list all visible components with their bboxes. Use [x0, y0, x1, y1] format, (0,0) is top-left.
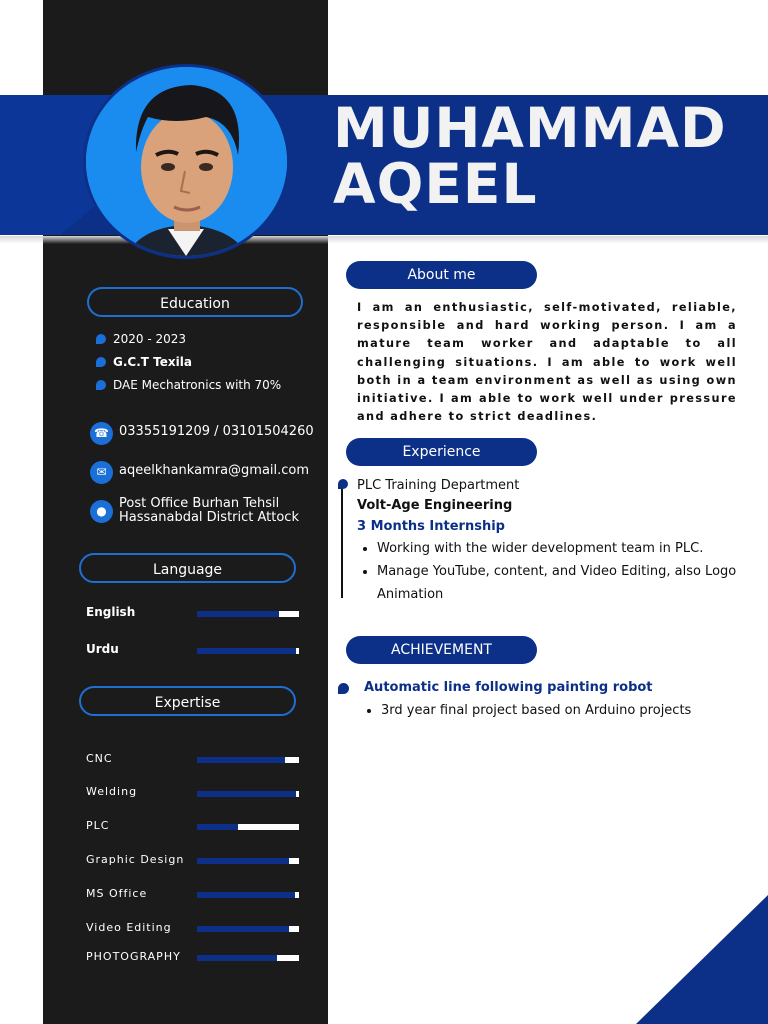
- skill-name: Graphic Design: [86, 853, 185, 866]
- banner-shadow: [0, 236, 768, 244]
- full-name: [333, 96, 727, 216]
- experience-points: [357, 537, 768, 606]
- skill-name: PHOTOGRAPHY: [86, 950, 181, 963]
- achievement-title: Automatic line following painting robot: [364, 680, 653, 695]
- first-name: MUHAMMAD: [333, 96, 727, 160]
- achievement-points: [364, 703, 691, 718]
- timeline-dot-icon: [338, 479, 348, 489]
- experience-company: Volt-Age Engineering: [357, 498, 513, 513]
- skill-name: PLC: [86, 819, 110, 832]
- skill-name: Welding: [86, 785, 138, 798]
- education-heading: Education: [87, 287, 303, 317]
- bullet-icon: [96, 357, 106, 367]
- address-line-1: Post Office Burhan Tehsil: [119, 496, 280, 511]
- skill-level-fill: [197, 858, 289, 864]
- skill-name: CNC: [86, 752, 113, 765]
- achievement-dot-icon: [338, 683, 349, 694]
- skill-level-bar: [197, 892, 299, 898]
- skill-level-bar: [197, 824, 299, 830]
- corner-decoration: [636, 895, 768, 1024]
- portrait-image: [86, 67, 287, 256]
- bullet-icon: [96, 380, 106, 390]
- skill-name: MS Office: [86, 887, 148, 900]
- skill-level-bar: [197, 791, 299, 797]
- list-item: • 3rd year final project based on Arduino projects: [381, 703, 691, 718]
- expertise-heading: Expertise: [79, 686, 296, 716]
- education-institute: G.C.T Texila: [96, 355, 192, 369]
- email-address[interactable]: aqeelkhankamra@gmail.com: [119, 463, 310, 478]
- language-name: English: [86, 605, 136, 619]
- skill-level-fill: [197, 926, 289, 932]
- experience-heading: Experience: [346, 438, 537, 466]
- language-level-bar: [197, 611, 299, 617]
- education-years: 2020 - 2023: [96, 332, 186, 346]
- profile-photo: [86, 67, 287, 256]
- skill-level-fill: [197, 824, 238, 830]
- skill-level-fill: [197, 791, 296, 797]
- language-level-fill: [197, 648, 296, 654]
- language-level-fill: [197, 611, 279, 617]
- bullet-icon: [96, 334, 106, 344]
- list-item: • Working with the wider development team in PLC.: [377, 537, 768, 560]
- skill-level-bar: [197, 858, 299, 864]
- address-line-2: Hassanabdal District Attock: [119, 510, 299, 525]
- location-icon: ●: [90, 500, 113, 523]
- language-name: Urdu: [86, 642, 119, 656]
- skill-level-fill: [197, 892, 295, 898]
- skill-level-bar: [197, 955, 299, 961]
- language-level-bar: [197, 648, 299, 654]
- address: [119, 497, 299, 525]
- achievement-heading: ACHIEVEMENT: [346, 636, 537, 664]
- skill-level-bar: [197, 757, 299, 763]
- phone-number: 03355191209 / 03101504260: [119, 424, 314, 439]
- last-name: AQEEL: [333, 152, 538, 216]
- skill-level-fill: [197, 757, 285, 763]
- language-heading: Language: [79, 553, 296, 583]
- about-text: I am an enthusiastic, self-motivated, reliable, responsible and hard working person. I am a mature team worker and adaptable to all challenging situations. I am able to work well both in a team environment as well as using own initiative. I am able to work well under pressure and adhere to strict deadlines.: [357, 301, 737, 424]
- experience-department: PLC Training Department: [357, 478, 520, 493]
- skill-level-bar: [197, 926, 299, 932]
- skill-name: Video Editing: [86, 921, 172, 934]
- list-item: • Manage YouTube, content, and Video Editing, also Logo Animation: [377, 560, 768, 606]
- experience-duration: 3 Months Internship: [357, 519, 505, 534]
- about-heading: About me: [346, 261, 537, 289]
- timeline-line: [341, 484, 343, 598]
- phone-icon: ☎: [90, 422, 113, 445]
- skill-level-fill: [197, 955, 277, 961]
- email-icon: ✉: [90, 461, 113, 484]
- education-degree: DAE Mechatronics with 70%: [96, 378, 281, 392]
